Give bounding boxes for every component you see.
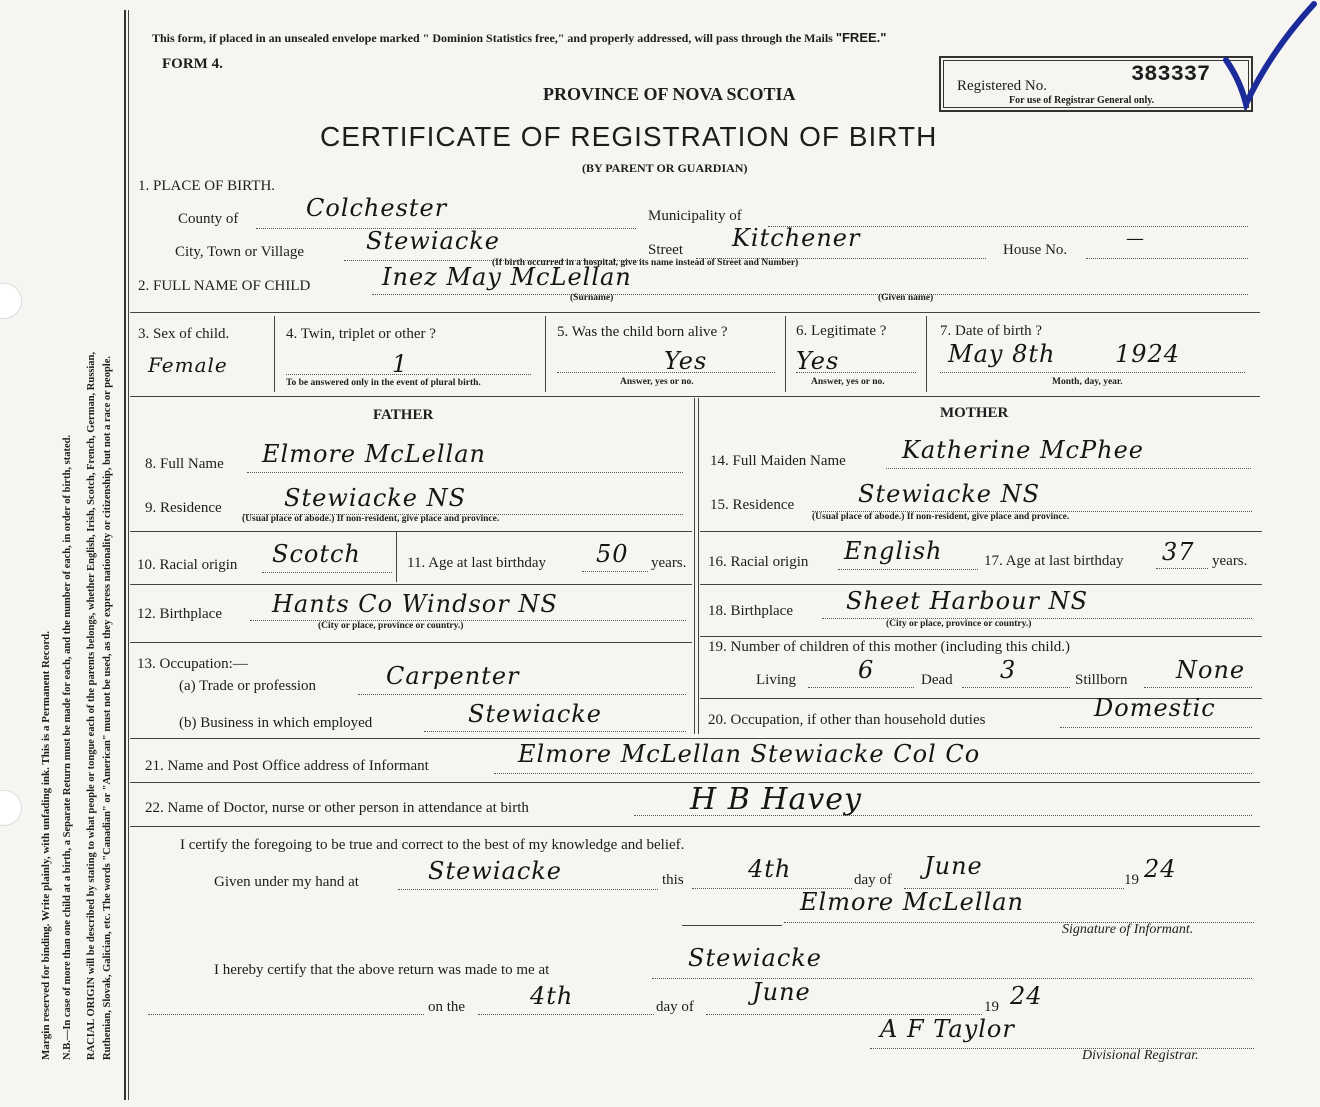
mail-note-free: "FREE." bbox=[835, 30, 887, 45]
mother-residence-label: 15. Residence bbox=[710, 497, 795, 513]
father-trade-label: (a) Trade or profession bbox=[179, 678, 317, 694]
informant-line bbox=[494, 773, 1252, 774]
living-label: Living bbox=[756, 672, 796, 688]
father-divider-2 bbox=[130, 584, 692, 585]
mother-age-label: 17. Age at last birthday bbox=[984, 553, 1124, 569]
mother-occupation-label: 20. Occupation, if other than household duties bbox=[708, 712, 986, 728]
father-name-label: 8. Full Name bbox=[145, 456, 224, 472]
city-value: Stewiacke bbox=[366, 227, 501, 255]
divider-3 bbox=[130, 738, 1260, 739]
mother-birthplace-value: Sheet Harbour NS bbox=[846, 587, 1089, 615]
margin-note-racial-origin-2: Ruthenian, Slovak, Galician, etc. The words "Canadian" or "American" must not be used, as they express nationality or citizenship, but not a race or people. bbox=[102, 355, 113, 1060]
dob-note: Month, day, year. bbox=[1052, 377, 1123, 387]
return-day-line bbox=[478, 1014, 654, 1015]
mother-residence-note: (Usual place of abode.) If non-resident, give place and province. bbox=[812, 512, 1070, 522]
divider-2 bbox=[130, 396, 1260, 397]
living-value: 6 bbox=[858, 656, 875, 684]
house-label: House No. bbox=[1003, 242, 1068, 258]
margin-border bbox=[124, 10, 126, 1100]
father-race-label: 10. Racial origin bbox=[137, 557, 238, 573]
city-label: City, Town or Village bbox=[175, 244, 305, 260]
doctor-label: 22. Name of Doctor, nurse or other person in attendance at birth bbox=[145, 800, 529, 816]
margin-note-binding: Margin reserved for binding. Write plainly, with unfading ink. This is a Permanent Record. bbox=[40, 631, 52, 1060]
binding-hole-bottom bbox=[0, 790, 22, 826]
return-day-value: 4th bbox=[530, 982, 574, 1010]
on-the-label: on the bbox=[428, 999, 466, 1015]
dead-label: Dead bbox=[921, 672, 953, 688]
day-of-label: day of bbox=[854, 872, 892, 888]
row3-sep-1 bbox=[274, 316, 275, 392]
registered-number-box bbox=[939, 56, 1253, 112]
twin-note: To be answered only in the event of plural birth. bbox=[286, 378, 481, 388]
mother-children-label: 19. Number of children of this mother (including this child.) bbox=[708, 639, 1071, 655]
mother-race-line bbox=[838, 569, 978, 570]
mother-race-label: 16. Racial origin bbox=[708, 554, 809, 570]
informant-label: 21. Name and Post Office address of Informant bbox=[145, 758, 429, 774]
child-name-line bbox=[372, 294, 1248, 295]
mail-note-text: This form, if placed in an unsealed envelope marked " Dominion Statistics free," and properly addressed, will pass through the Mails bbox=[152, 31, 833, 45]
legitimate-value: Yes bbox=[796, 347, 840, 375]
father-residence-value: Stewiacke NS bbox=[284, 484, 467, 512]
alive-label: 5. Was the child born alive ? bbox=[557, 324, 728, 340]
mother-heading: MOTHER bbox=[940, 405, 1009, 421]
informant-signature: Elmore McLellan bbox=[800, 888, 1024, 916]
surname-note: (Surname) bbox=[570, 293, 614, 303]
mother-birthplace-label: 18. Birthplace bbox=[708, 603, 793, 619]
doctor-value: H B Havey bbox=[690, 782, 862, 817]
registrar-label: Divisional Registrar. bbox=[1082, 1048, 1199, 1063]
given-under-label: Given under my hand at bbox=[214, 874, 359, 890]
stillborn-value: None bbox=[1176, 656, 1246, 684]
blue-checkmark-icon bbox=[1222, 0, 1318, 110]
father-birthplace-note: (City or place, province or country.) bbox=[318, 621, 464, 631]
return-year-value: 24 bbox=[1010, 982, 1043, 1010]
county-label: County of bbox=[178, 211, 239, 227]
mail-note bbox=[152, 30, 886, 46]
father-age-label: 11. Age at last birthday bbox=[407, 555, 546, 571]
return-month-value: June bbox=[752, 978, 811, 1006]
divider-5 bbox=[130, 826, 1260, 827]
stillborn-label: Stillborn bbox=[1075, 672, 1128, 688]
sex-value: Female bbox=[148, 353, 228, 377]
child-name-value: Inez May McLellan bbox=[382, 263, 632, 291]
mother-age-line bbox=[1156, 568, 1208, 569]
father-age-value: 50 bbox=[596, 540, 629, 568]
given-place-value: Stewiacke bbox=[428, 857, 563, 885]
father-years-label: years. bbox=[651, 555, 687, 571]
father-name-line bbox=[247, 472, 683, 473]
mother-divider-2 bbox=[700, 584, 1262, 585]
registered-number: 383337 bbox=[1131, 62, 1211, 87]
father-business-label: (b) Business in which employed bbox=[179, 715, 373, 731]
return-place-value: Stewiacke bbox=[688, 944, 823, 972]
given-name-note: (Given name) bbox=[878, 293, 934, 303]
margin-border-inner bbox=[128, 10, 129, 1100]
certify-statement: I certify the foregoing to be true and correct to the best of my knowledge and belief. bbox=[180, 837, 685, 853]
stillborn-line bbox=[1144, 687, 1252, 688]
return-lead-line bbox=[148, 1014, 424, 1015]
child-name-label: 2. FULL NAME OF CHILD bbox=[138, 278, 311, 294]
house-value: — bbox=[1126, 228, 1145, 249]
mother-years-label: years. bbox=[1212, 553, 1248, 569]
father-heading: FATHER bbox=[373, 407, 434, 423]
father-name-value: Elmore McLellan bbox=[262, 440, 486, 468]
dob-label: 7. Date of birth ? bbox=[940, 323, 1043, 339]
father-business-line bbox=[424, 731, 686, 732]
street-value: Kitchener bbox=[732, 224, 861, 252]
living-line bbox=[808, 687, 914, 688]
center-divider bbox=[694, 398, 695, 734]
alive-value: Yes bbox=[664, 347, 708, 375]
given-month-value: June bbox=[924, 852, 983, 880]
informant-signature-label: Signature of Informant. bbox=[1062, 922, 1194, 937]
informant-value: Elmore McLellan Stewiacke Col Co bbox=[518, 740, 981, 768]
father-birthplace-value: Hants Co Windsor NS bbox=[272, 590, 558, 618]
father-divider-3 bbox=[130, 642, 692, 643]
mother-divider-3 bbox=[700, 636, 1262, 637]
alive-note: Answer, yes or no. bbox=[620, 377, 694, 387]
father-trade-line bbox=[358, 694, 686, 695]
binding-hole-top bbox=[0, 283, 22, 319]
mother-divider-1 bbox=[700, 531, 1262, 532]
mother-name-value: Katherine McPhee bbox=[902, 436, 1145, 464]
given-year-prefix: 19 bbox=[1124, 872, 1139, 888]
dob-line bbox=[940, 372, 1245, 373]
father-divider-1 bbox=[130, 531, 692, 532]
twin-value: 1 bbox=[392, 350, 409, 378]
father-residence-label: 9. Residence bbox=[145, 500, 222, 516]
margin-note-racial-origin: RACIAL ORIGIN will be described by stating to what people or tongue each of the parents belongs, whether English, Irish, Scotch, French, German, Russian, bbox=[86, 351, 97, 1060]
mother-residence-value: Stewiacke NS bbox=[858, 480, 1041, 508]
mother-age-value: 37 bbox=[1162, 538, 1195, 566]
father-occupation-label: 13. Occupation:— bbox=[137, 656, 248, 672]
divider-1 bbox=[130, 312, 1260, 313]
hospital-note: (If birth occurred in a hospital, give its name instead of Street and Number) bbox=[492, 258, 799, 268]
father-birthplace-label: 12. Birthplace bbox=[137, 606, 222, 622]
dob-month: May 8th bbox=[948, 340, 1056, 368]
registered-number-note: For use of Registrar General only. bbox=[1009, 95, 1155, 106]
father-age-line bbox=[582, 571, 648, 572]
mother-occupation-line bbox=[1060, 727, 1252, 728]
registrar-signature: A F Taylor bbox=[880, 1015, 1015, 1043]
father-birthplace-line bbox=[250, 620, 686, 621]
twin-label: 4. Twin, triplet or other ? bbox=[286, 326, 436, 342]
dead-line bbox=[962, 687, 1070, 688]
mother-birthplace-note: (City or place, province or country.) bbox=[886, 619, 1032, 629]
mother-name-line bbox=[886, 468, 1251, 469]
twin-line bbox=[286, 374, 531, 375]
father-trade-value: Carpenter bbox=[386, 662, 520, 690]
legitimate-label: 6. Legitimate ? bbox=[796, 323, 887, 339]
return-day-of-label: day of bbox=[656, 999, 694, 1015]
sex-label: 3. Sex of child. bbox=[138, 326, 230, 342]
mother-name-label: 14. Full Maiden Name bbox=[710, 453, 846, 469]
given-place-line bbox=[398, 889, 658, 890]
father-race-sep bbox=[396, 532, 397, 582]
mother-occupation-value: Domestic bbox=[1094, 694, 1216, 722]
informant-sig-lead bbox=[682, 925, 782, 926]
row3-sep-2 bbox=[545, 316, 546, 392]
form-number: FORM 4. bbox=[162, 56, 223, 72]
municipality-label: Municipality of bbox=[648, 208, 742, 224]
place-of-birth-label: 1. PLACE OF BIRTH. bbox=[138, 178, 276, 194]
house-line bbox=[1086, 258, 1248, 259]
county-value: Colchester bbox=[306, 194, 448, 222]
registered-number-label: Registered No. bbox=[957, 78, 1047, 94]
street-label: Street bbox=[648, 242, 683, 258]
father-race-line bbox=[262, 572, 392, 573]
this-label: this bbox=[662, 872, 684, 888]
center-divider-2 bbox=[698, 398, 699, 734]
return-place-line bbox=[652, 978, 1252, 979]
given-day-value: 4th bbox=[748, 855, 792, 883]
father-race-value: Scotch bbox=[272, 540, 361, 568]
row3-sep-4 bbox=[926, 316, 927, 392]
father-business-value: Stewiacke bbox=[468, 700, 603, 728]
legitimate-note: Answer, yes or no. bbox=[811, 377, 885, 387]
certificate-title: CERTIFICATE OF REGISTRATION OF BIRTH bbox=[320, 121, 938, 152]
return-label: I hereby certify that the above return was made to me at bbox=[214, 962, 550, 978]
given-year-value: 24 bbox=[1144, 855, 1177, 883]
father-residence-note: (Usual place of abode.) If non-resident, give place and province. bbox=[242, 514, 500, 524]
dob-year: 1924 bbox=[1115, 340, 1181, 368]
mother-race-value: English bbox=[844, 537, 943, 565]
dead-value: 3 bbox=[1000, 656, 1017, 684]
row3-sep-3 bbox=[785, 316, 786, 392]
return-year-prefix: 19 bbox=[984, 999, 999, 1015]
province-heading: PROVINCE OF NOVA SCOTIA bbox=[543, 84, 796, 104]
certificate-subtitle: (BY PARENT OR GUARDIAN) bbox=[582, 161, 748, 175]
margin-note-separate-return: N.B.—In case of more than one child at a birth, a Separate Return must be made for each, and the number of each, in order of birth, stated. bbox=[62, 434, 73, 1060]
